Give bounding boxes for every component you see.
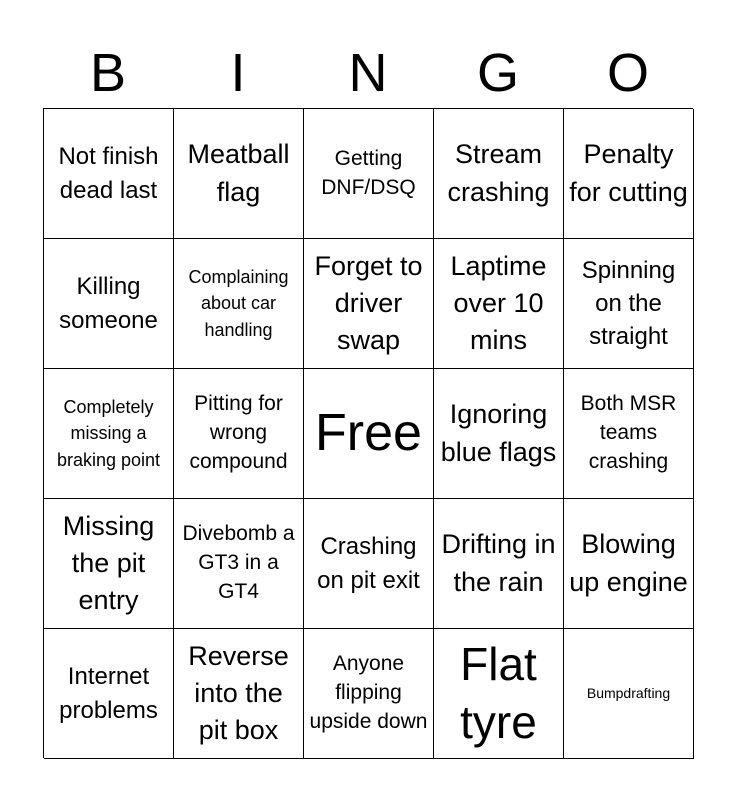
- bingo-cell-r5c3[interactable]: [304, 629, 434, 759]
- cell-label: Complaining about car handling: [188, 267, 289, 340]
- cell-label: Drifting in the rain: [441, 529, 556, 597]
- cell-label: Forget to driver swap: [314, 250, 423, 356]
- cell-label: Reverse into the pit box: [188, 640, 289, 746]
- bingo-cell-r3c2[interactable]: [174, 369, 304, 499]
- bingo-cell-r3c1[interactable]: [44, 369, 174, 499]
- cell-label: Divebomb a GT3 in a GT4: [182, 522, 295, 603]
- bingo-cell-r5c2[interactable]: [174, 629, 304, 759]
- bingo-cell-r4c5[interactable]: [564, 499, 694, 629]
- cell-label: Stream crashing: [447, 139, 550, 207]
- bingo-cell-r3c4[interactable]: [434, 369, 564, 499]
- cell-label: Penalty for cutting: [569, 139, 688, 207]
- cell-label: Both MSR teams crashing: [580, 392, 677, 473]
- bingo-cell-r1c2[interactable]: [174, 109, 304, 239]
- bingo-cell-r1c1[interactable]: [44, 109, 174, 239]
- bingo-cell-r2c2[interactable]: [174, 239, 304, 369]
- cell-label: Blowing up engine: [569, 529, 688, 597]
- bingo-cell-r3c5[interactable]: [564, 369, 694, 499]
- bingo-cell-free[interactable]: [304, 369, 434, 499]
- cell-label: Not finish dead last: [58, 143, 159, 204]
- bingo-cell-r5c1[interactable]: [44, 629, 174, 759]
- cell-label: Pitting for wrong compound: [189, 392, 288, 473]
- cell-label: Meatball flag: [187, 139, 290, 207]
- bingo-cell-r1c3[interactable]: [304, 109, 434, 239]
- cell-label: Bumpdrafting: [586, 685, 671, 701]
- bingo-cell-r4c2[interactable]: [174, 499, 304, 629]
- bingo-cell-r5c4[interactable]: [434, 629, 564, 759]
- bingo-header: [43, 38, 693, 108]
- cell-label: Spinning on the straight: [581, 256, 676, 351]
- bingo-board: [43, 108, 693, 758]
- cell-label: Internet problems: [59, 663, 158, 724]
- bingo-cell-r2c1[interactable]: [44, 239, 174, 369]
- header-letter-g: G: [476, 43, 519, 103]
- free-space-label: Free: [315, 404, 422, 463]
- bingo-cell-r2c4[interactable]: [434, 239, 564, 369]
- header-letter-i: I: [230, 43, 246, 103]
- bingo-cell-r1c5[interactable]: [564, 109, 694, 239]
- cell-label: Anyone flipping upside down: [309, 652, 428, 733]
- bingo-cell-r4c1[interactable]: [44, 499, 174, 629]
- bingo-cell-r4c3[interactable]: [304, 499, 434, 629]
- bingo-cell-r1c4[interactable]: [434, 109, 564, 239]
- cell-label: Missing the pit entry: [62, 510, 155, 616]
- bingo-cell-r2c3[interactable]: [304, 239, 434, 369]
- cell-label: Flat tyre: [460, 638, 537, 748]
- cell-label: Killing someone: [59, 273, 158, 334]
- cell-label: Ignoring blue flags: [440, 399, 557, 467]
- cell-label: Laptime over 10 mins: [450, 250, 547, 356]
- header-letter-b: B: [89, 43, 127, 103]
- header-letter-n: N: [348, 43, 388, 103]
- cell-label: Crashing on pit exit: [317, 533, 420, 594]
- bingo-cell-r2c5[interactable]: [564, 239, 694, 369]
- header-letter-o: O: [606, 43, 649, 103]
- cell-label: Completely missing a braking point: [56, 397, 161, 470]
- cell-label: Getting DNF/DSQ: [321, 146, 416, 199]
- bingo-cell-r4c4[interactable]: [434, 499, 564, 629]
- bingo-cell-r5c5[interactable]: [564, 629, 694, 759]
